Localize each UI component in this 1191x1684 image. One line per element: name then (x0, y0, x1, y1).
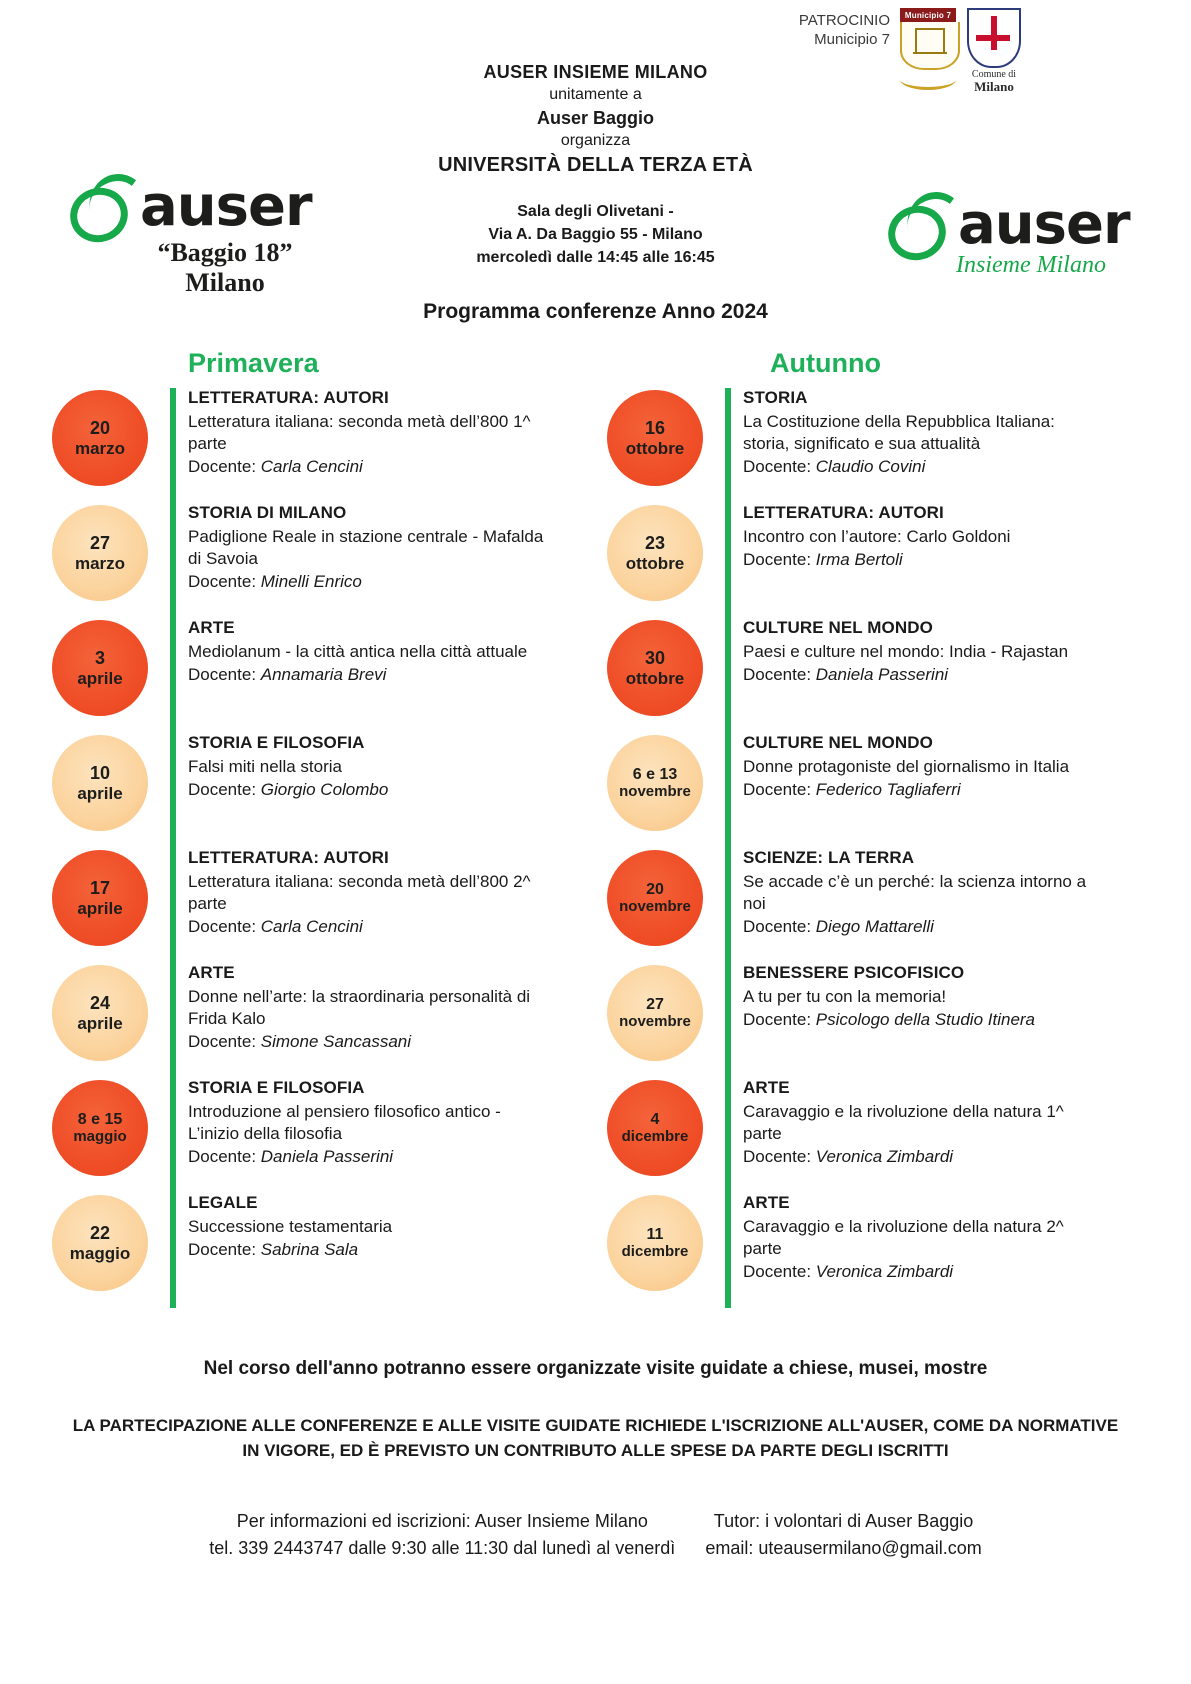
patrocinio-line2: Municipio 7 (814, 30, 890, 48)
date-bubble (607, 505, 703, 601)
auser-swoosh-icon (62, 178, 136, 236)
schedule-entry (30, 848, 550, 963)
date-month: novembre (619, 1012, 691, 1030)
date-month: maggio (69, 1243, 131, 1263)
entry-description: Se accade c’è un perché: la scienza intorno a noi (743, 872, 1087, 913)
entry-text (170, 733, 392, 801)
entry-description: Mediolanum - la città antica nella città attuale (188, 642, 528, 661)
entry-description: Incontro con l’autore: Carlo Goldoni (743, 527, 1011, 546)
entry-text (725, 503, 1014, 571)
entry-description: Letteratura italiana: seconda metà dell’800 1^ parte (188, 412, 531, 453)
entry-teacher-name: Veronica Zimbardi (815, 1146, 954, 1166)
entry-description: Paesi e culture nel mondo: India - Rajastan (743, 642, 1069, 661)
footer-contact-left (209, 1508, 675, 1562)
entry-description: Padiglione Reale in stazione centrale - Mafalda di Savoia (188, 527, 544, 568)
date-day: 23 (644, 533, 666, 554)
org-conjunction: unitamente a (549, 86, 642, 104)
entry-description: Donne nell’arte: la straordinaria personalità di Frida Kalo (188, 987, 531, 1028)
entry-date-wrap (585, 618, 725, 716)
schedule-entry (30, 503, 550, 618)
page-title: UNIVERSITÀ DELLA TERZA ETÀ (438, 153, 753, 176)
auser-insieme-sub: Insieme Milano (956, 252, 1106, 278)
auser-baggio-sub-line1: “Baggio 18” (157, 238, 293, 267)
entry-teacher (188, 664, 527, 686)
program-title: Programma conferenze Anno 2024 (423, 300, 768, 323)
date-day: 6 e 13 (632, 765, 678, 783)
date-month: aprile (77, 668, 123, 688)
entry-teacher (743, 549, 1010, 571)
entry-teacher-label: Docente: (188, 664, 261, 684)
patrocinio-text (780, 8, 890, 50)
entry-text (725, 848, 1105, 938)
auser-baggio-logo (62, 173, 352, 298)
entry-teacher (188, 916, 546, 938)
entry-category: ARTE (188, 618, 235, 637)
schedule-entry (585, 1193, 1105, 1308)
entry-category: LETTERATURA: AUTORI (188, 848, 389, 867)
schedule-entry (585, 618, 1105, 733)
date-month: marzo (74, 438, 126, 458)
date-month: ottobre (625, 668, 685, 688)
entry-text (170, 963, 550, 1053)
entry-date-wrap (30, 388, 170, 486)
entry-teacher-label: Docente: (743, 779, 816, 799)
entry-category: CULTURE NEL MONDO (743, 733, 933, 752)
schedule-entry (30, 1193, 550, 1308)
entry-category: LEGALE (188, 1193, 258, 1212)
entry-teacher (743, 1261, 1101, 1283)
municipio-7-crest-label: Municipio 7 (900, 8, 956, 22)
entry-text (725, 388, 1105, 478)
entry-description: Letteratura italiana: seconda metà dell’800 2^ parte (188, 872, 531, 913)
org-verb: organizza (560, 132, 631, 150)
date-day: 27 (646, 995, 664, 1013)
entry-date-wrap (30, 618, 170, 716)
date-month: marzo (74, 553, 126, 573)
auser-insieme-milano-logo (880, 191, 1180, 279)
entry-category: STORIA E FILOSOFIA (188, 733, 365, 752)
entry-text (725, 733, 1073, 801)
schedule-entry (30, 1078, 550, 1193)
date-bubble (607, 850, 703, 946)
entries-primavera (30, 388, 550, 1308)
entry-date-wrap (585, 963, 725, 1061)
entry-teacher-label: Docente: (743, 456, 816, 476)
date-day: 16 (644, 418, 666, 439)
entry-description: A tu per tu con la memoria! (743, 987, 947, 1006)
entry-date-wrap (30, 733, 170, 831)
entry-teacher-label: Docente: (743, 916, 816, 936)
entry-description: Introduzione al pensiero filosofico antico - L’inizio della filosofia (188, 1102, 501, 1143)
org-partner: Auser Baggio (536, 107, 655, 128)
entry-description: Successione testamentaria (188, 1217, 393, 1236)
patrocinio-line1: PATROCINIO (798, 12, 890, 29)
entry-teacher (743, 916, 1101, 938)
entry-teacher-label: Docente: (743, 1009, 816, 1029)
entry-teacher (188, 1239, 392, 1261)
entry-text (725, 618, 1072, 686)
schedule-entry (30, 963, 550, 1078)
entry-teacher-name: Veronica Zimbardi (815, 1261, 954, 1281)
entry-date-wrap (585, 1078, 725, 1176)
date-month: aprile (77, 898, 123, 918)
entry-teacher (743, 456, 1101, 478)
footer-contact-left-line2: tel. 339 2443747 dalle 9:30 alle 11:30 dal lunedì al venerdì (209, 1538, 676, 1558)
venue-schedule: mercoledì dalle 14:45 alle 16:45 (476, 249, 715, 267)
footer-rules (0, 1414, 1191, 1463)
footer-note: Nel corso dell'anno potranno essere organizzate visite guidate a chiese, musei, mostre (203, 1358, 988, 1379)
entry-teacher-name: Annamaria Brevi (260, 664, 387, 684)
date-bubble (607, 1080, 703, 1176)
entry-description: Falsi miti nella storia (188, 757, 342, 776)
entry-text (725, 1193, 1105, 1283)
date-day: 17 (89, 878, 111, 899)
entry-teacher-name: Sabrina Sala (260, 1239, 359, 1259)
footer-contact-right (705, 1508, 981, 1562)
entry-category: LETTERATURA: AUTORI (743, 503, 944, 522)
schedule-entry (585, 848, 1105, 963)
entry-date-wrap (585, 848, 725, 946)
entry-text (170, 503, 550, 593)
date-month: maggio (73, 1127, 127, 1145)
date-bubble (607, 620, 703, 716)
date-month: ottobre (625, 553, 685, 573)
footer-contact-left-line1: Per informazioni ed iscrizioni: Auser Insieme Milano (236, 1511, 648, 1531)
entry-category: STORIA (743, 388, 808, 407)
entry-teacher-label: Docente: (188, 571, 261, 591)
entry-date-wrap (30, 503, 170, 601)
entry-date-wrap (30, 1078, 170, 1176)
entry-teacher (188, 779, 388, 801)
date-day: 4 (650, 1110, 660, 1128)
entry-teacher-name: Carla Cencini (260, 916, 363, 936)
date-month: dicembre (621, 1242, 689, 1260)
entry-text (170, 1078, 550, 1168)
entry-teacher-label: Docente: (743, 1146, 816, 1166)
date-month: aprile (77, 783, 123, 803)
entry-date-wrap (585, 1193, 725, 1291)
entry-category: BENESSERE PSICOFISICO (743, 963, 965, 982)
entry-category: SCIENZE: LA TERRA (743, 848, 915, 867)
auser-wordmark-right: auser (958, 191, 1130, 257)
entry-teacher-label: Docente: (188, 456, 261, 476)
schedule-entry (585, 1078, 1105, 1193)
comune-di-text: Comune di (971, 69, 1017, 80)
entry-teacher (743, 779, 1069, 801)
entry-teacher-name: Claudio Covini (815, 456, 926, 476)
entry-teacher (743, 1009, 1035, 1031)
schedule-entry (585, 733, 1105, 848)
date-bubble (607, 735, 703, 831)
entry-teacher-label: Docente: (188, 1239, 261, 1259)
entry-text (170, 388, 550, 478)
footer-contact-right-line1: Tutor: i volontari di Auser Baggio (713, 1511, 974, 1531)
schedule-column-autunno (585, 388, 1105, 1308)
date-month: aprile (77, 1013, 123, 1033)
footer-contact-right-line2: email: uteausermilano@gmail.com (705, 1538, 982, 1558)
auser-swoosh-icon-right (880, 196, 954, 254)
entry-category: ARTE (743, 1078, 790, 1097)
entry-teacher-label: Docente: (188, 916, 261, 936)
venue-address: Via A. Da Baggio 55 - Milano (488, 226, 703, 244)
date-month: novembre (619, 782, 691, 800)
season-title-autunno: Autunno (770, 348, 881, 378)
entry-category: ARTE (188, 963, 235, 982)
venue-room: Sala degli Olivetani - (517, 203, 674, 220)
header-block (0, 60, 1191, 179)
date-day: 30 (644, 648, 666, 669)
entry-description: Caravaggio e la rivoluzione della natura 1^ parte (743, 1102, 1064, 1143)
date-day: 22 (89, 1223, 111, 1244)
milano-text: Milano (974, 79, 1014, 94)
date-bubble (607, 965, 703, 1061)
entry-teacher-label: Docente: (743, 1261, 816, 1281)
entry-text (725, 1078, 1105, 1168)
entry-teacher-label: Docente: (188, 1031, 261, 1051)
entry-teacher-name: Psicologo della Studio Itinera (815, 1009, 1036, 1029)
entry-teacher (188, 1031, 546, 1053)
entry-date-wrap (585, 503, 725, 601)
entry-teacher (743, 664, 1068, 686)
date-day: 20 (646, 880, 664, 898)
entry-text (170, 618, 531, 686)
entry-teacher-name: Giorgio Colombo (260, 779, 389, 799)
date-month: ottobre (625, 438, 685, 458)
date-bubble (52, 505, 148, 601)
date-day: 10 (89, 763, 111, 784)
entry-teacher-label: Docente: (743, 664, 816, 684)
date-month: dicembre (621, 1127, 689, 1145)
entry-teacher (188, 571, 546, 593)
entry-category: ARTE (743, 1193, 790, 1212)
entry-teacher-name: Simone Sancassani (260, 1031, 412, 1051)
entry-date-wrap (30, 963, 170, 1061)
entry-date-wrap (30, 848, 170, 946)
date-day: 27 (89, 533, 111, 554)
schedule-entry (585, 503, 1105, 618)
entry-teacher-name: Diego Mattarelli (815, 916, 934, 936)
date-bubble (52, 1195, 148, 1291)
date-day: 8 e 15 (77, 1110, 123, 1128)
schedule-column-primavera (30, 388, 550, 1308)
org-name: AUSER INSIEME MILANO (483, 62, 708, 82)
date-day: 20 (89, 418, 111, 439)
entry-category: STORIA DI MILANO (188, 503, 347, 522)
entry-teacher-label: Docente: (188, 779, 261, 799)
date-bubble (52, 735, 148, 831)
footer-contacts (0, 1508, 1191, 1562)
entry-description: La Costituzione della Repubblica Italiana: storia, significato e sua attualità (743, 412, 1055, 453)
schedule-entry (585, 388, 1105, 503)
schedule-entry (30, 618, 550, 733)
entry-teacher-name: Federico Tagliaferri (815, 779, 961, 799)
entry-category: STORIA E FILOSOFIA (188, 1078, 365, 1097)
date-bubble (607, 1195, 703, 1291)
entry-teacher (743, 1146, 1101, 1168)
entry-date-wrap (585, 733, 725, 831)
date-day: 11 (646, 1225, 664, 1243)
schedule-entry (30, 388, 550, 503)
auser-wordmark-left: auser (140, 173, 312, 239)
entry-text (725, 963, 1039, 1031)
milano-shield-icon (967, 8, 1021, 68)
entry-date-wrap (30, 1193, 170, 1291)
date-bubble (52, 850, 148, 946)
date-bubble (607, 390, 703, 486)
entry-teacher-name: Irma Bertoli (815, 549, 903, 569)
entry-category: LETTERATURA: AUTORI (188, 388, 389, 407)
footer-rules-line1: LA PARTECIPAZIONE ALLE CONFERENZE E ALLE VISITE GUIDATE RICHIEDE L'ISCRIZIONE ALL'AUSER, COME DA NORMATIVE (72, 1416, 1119, 1435)
auser-baggio-sub-line2: Milano (185, 267, 265, 297)
entry-category: CULTURE NEL MONDO (743, 618, 933, 637)
date-bubble (52, 965, 148, 1061)
entry-description: Donne protagoniste del giornalismo in Italia (743, 757, 1070, 776)
entry-text (170, 848, 550, 938)
entry-teacher (188, 1146, 546, 1168)
entries-autunno (585, 388, 1105, 1308)
date-day: 24 (89, 993, 111, 1014)
entry-text (170, 1193, 396, 1261)
date-bubble (52, 1080, 148, 1176)
entry-teacher-label: Docente: (188, 1146, 261, 1166)
date-bubble (52, 390, 148, 486)
entry-date-wrap (585, 388, 725, 486)
schedule-entry (585, 963, 1105, 1078)
entry-teacher-label: Docente: (743, 549, 816, 569)
season-title-primavera: Primavera (188, 348, 319, 378)
date-day: 3 (94, 648, 105, 669)
entry-teacher-name: Daniela Passerini (260, 1146, 394, 1166)
schedule-entry (30, 733, 550, 848)
date-month: novembre (619, 897, 691, 915)
entry-teacher (188, 456, 546, 478)
entry-teacher-name: Daniela Passerini (815, 664, 949, 684)
entry-description: Caravaggio e la rivoluzione della natura 2^ parte (743, 1217, 1064, 1258)
entry-teacher-name: Carla Cencini (260, 456, 363, 476)
entry-teacher-name: Minelli Enrico (260, 571, 362, 591)
footer-rules-line2: IN VIGORE, ED È PREVISTO UN CONTRIBUTO ALLE SPESE DA PARTE DEGLI ISCRITTI (242, 1440, 949, 1460)
date-bubble (52, 620, 148, 716)
